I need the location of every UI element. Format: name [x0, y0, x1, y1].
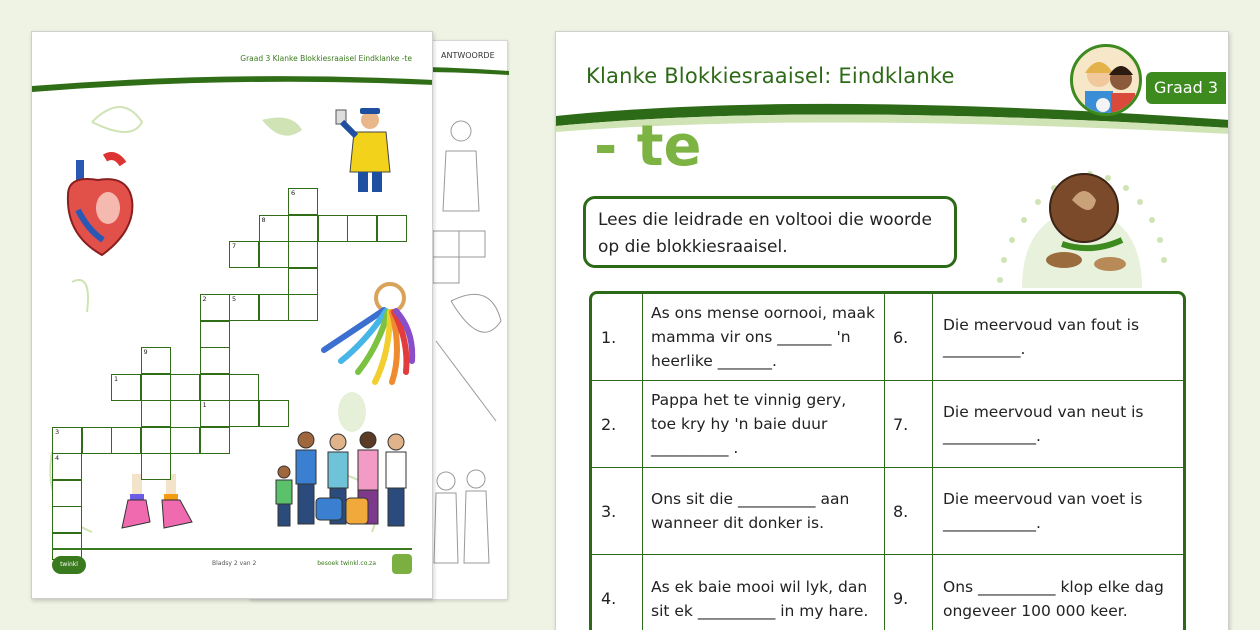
- target-suffix: - te: [594, 114, 702, 179]
- crossword-cell[interactable]: [288, 215, 318, 242]
- crossword-number: 7: [232, 242, 237, 250]
- clue-number: 7.: [885, 381, 933, 467]
- crossword-number: 3: [55, 427, 60, 436]
- nut-illustration: [992, 160, 1168, 288]
- crossword-cell[interactable]: [200, 427, 230, 454]
- crossword-number: 8: [261, 215, 266, 224]
- crossword-cell[interactable]: [52, 427, 82, 454]
- crossword-cell[interactable]: [259, 400, 289, 427]
- crossword-number: 9: [143, 348, 148, 356]
- crossword-cell[interactable]: [200, 374, 230, 401]
- crossword-cell[interactable]: [52, 480, 82, 507]
- clue-row: [592, 555, 1183, 630]
- crossword-cell[interactable]: [229, 294, 259, 321]
- crossword-cell[interactable]: [229, 400, 259, 427]
- crossword-number: 4: [55, 454, 60, 462]
- crossword-page: [31, 31, 433, 599]
- crossword-cell[interactable]: [347, 215, 377, 242]
- grade-badge: Graad 3: [1146, 72, 1226, 104]
- crossword-cell[interactable]: [111, 427, 141, 454]
- clue-number: 6.: [885, 294, 933, 380]
- clue-text: As ons mense oornooi, maak mamma vir ons _______ 'n heerlike _______.: [643, 294, 885, 380]
- crossword-cell[interactable]: [200, 321, 230, 348]
- crossword-cell[interactable]: [141, 453, 171, 480]
- crossword-cell[interactable]: [259, 241, 289, 268]
- clue-number: 4.: [592, 555, 643, 630]
- instruction-box: Lees die leidrade en voltooi die woorde op die blokkiesraaisel.: [583, 196, 957, 268]
- clues-page: [555, 31, 1229, 630]
- crossword-cell[interactable]: [200, 294, 230, 321]
- clue-table: [589, 291, 1186, 630]
- clue-text: Die meervoud van voet is ____________.: [943, 490, 1143, 532]
- site-link[interactable]: besoek twinkl.co.za: [317, 560, 376, 567]
- ribbon-hoop-illustration: [320, 278, 416, 388]
- clue-number: 1.: [592, 294, 643, 380]
- clue-number: 2.: [592, 381, 643, 467]
- crossword-cell[interactable]: [141, 427, 171, 454]
- crossword-cell[interactable]: [170, 427, 200, 454]
- family-illustration: [272, 428, 422, 538]
- clue-row: [592, 381, 1183, 468]
- clue-text: Ons __________ klop elke dag ongeveer 100 000 keer.: [943, 577, 1164, 620]
- crossword-number: 6: [291, 189, 296, 197]
- crossword-cell[interactable]: [259, 294, 289, 321]
- traffic-officer-illustration: [332, 102, 402, 194]
- crossword-cell[interactable]: [377, 215, 407, 242]
- crossword-cell[interactable]: [82, 427, 112, 454]
- crossword-cell[interactable]: [170, 374, 200, 401]
- crossword-number: 1: [202, 401, 207, 409]
- clue-text: Pappa het te vinnig gery, toe kry hy 'n baie duur __________ .: [643, 381, 885, 467]
- page-header-text: Graad 3 Klanke Blokkiesraaisel Eindklanke -te: [240, 54, 412, 63]
- clue-text: As ek baie mooi wil lyk, dan sit ek __________ in my hare.: [643, 555, 885, 630]
- crossword-cell[interactable]: [200, 347, 230, 374]
- heart-illustration: [60, 150, 140, 260]
- crossword-cell[interactable]: [141, 400, 171, 427]
- crossword-cell[interactable]: [288, 241, 318, 268]
- badge-icon: [392, 554, 412, 574]
- crossword-cell[interactable]: [229, 241, 259, 268]
- crossword-cell[interactable]: [52, 453, 82, 480]
- crossword-cell[interactable]: [111, 374, 141, 401]
- page-footer: [52, 548, 412, 586]
- clue-row: [592, 294, 1183, 381]
- crossword-cell[interactable]: [318, 215, 348, 242]
- crossword-cell[interactable]: [141, 347, 171, 374]
- crossword-cell[interactable]: [200, 400, 230, 427]
- twinkl-logo: twinkl phonics: [52, 556, 86, 574]
- crossword-number: 1: [114, 374, 119, 383]
- crossword-cell[interactable]: [229, 374, 259, 401]
- teacher-avatar: [1070, 44, 1142, 116]
- clue-text: Die meervoud van fout is __________.: [943, 316, 1140, 358]
- answers-label: ANTWOORDE: [441, 51, 495, 60]
- clue-text: Die meervoud van neut is ____________.: [943, 403, 1144, 445]
- crossword-cell[interactable]: [288, 188, 318, 215]
- crossword-number: 5: [232, 295, 237, 303]
- crossword-cell[interactable]: [288, 268, 318, 295]
- page-title: Klanke Blokkiesraaisel: Eindklanke: [586, 64, 955, 88]
- clue-number: 9.: [885, 555, 933, 630]
- crossword-cell[interactable]: [52, 506, 82, 533]
- clue-row: [592, 468, 1183, 555]
- crossword-cell[interactable]: [288, 294, 318, 321]
- clue-number: 8.: [885, 468, 933, 554]
- crossword-cell[interactable]: [259, 215, 289, 242]
- page-number: Bladsy 2 van 2: [212, 560, 257, 567]
- clue-text: Ons sit die __________ aan wanneer dit donker is.: [643, 468, 885, 554]
- crossword-number: 2: [202, 295, 207, 303]
- clue-number: 3.: [592, 468, 643, 554]
- crossword-cell[interactable]: [141, 374, 171, 401]
